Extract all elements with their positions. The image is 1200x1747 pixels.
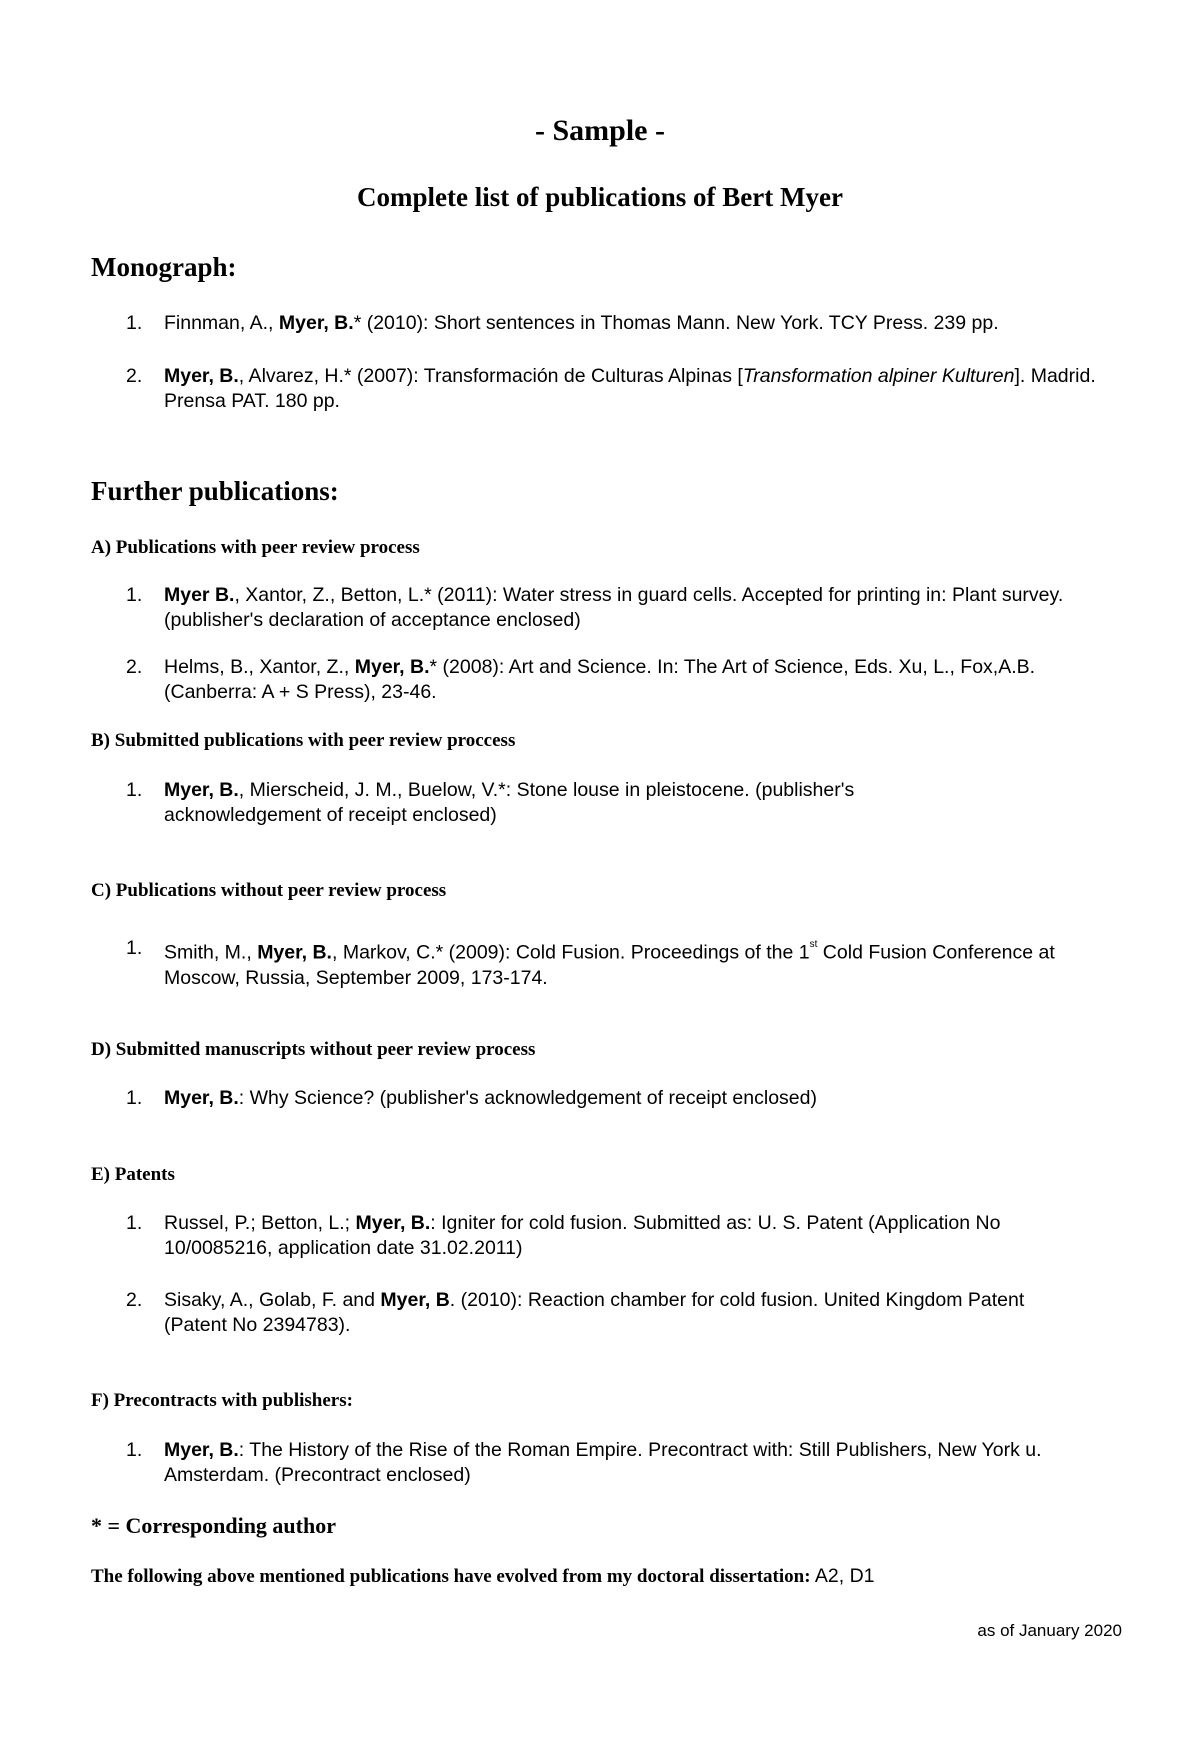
item-text: . (2010): Reaction chamber for cold fusion. United Kingdom Patent (Patent No 2394783). — [164, 1289, 1025, 1336]
item-text: , Alvarez, H.* (2007): Transformación de Culturas Alpinas [ — [238, 365, 743, 387]
list-item — [126, 778, 1126, 828]
author-bold: Myer, B — [380, 1289, 450, 1311]
item-number: 1. — [126, 584, 143, 606]
item-text: Sisaky, A., Golab, F. and — [164, 1289, 381, 1311]
list-item — [126, 1438, 1126, 1488]
item-text: * (2008): Art and Science. In: The Art of Science, Eds. Xu, L., Fox,A.B. (Canberra: A + S Press), 23-46. — [164, 656, 1036, 703]
author-bold: Myer, B. — [164, 365, 239, 387]
list-item — [126, 1211, 1126, 1261]
sample-title: - Sample - — [535, 114, 665, 147]
list-item — [126, 583, 1126, 633]
item-number: 1. — [126, 779, 143, 801]
dissertation-value: A2, D1 — [810, 1565, 875, 1587]
section-f-heading: F) Precontracts with publishers: — [91, 1390, 353, 1411]
superscript: st — [809, 939, 818, 950]
list-item — [126, 1086, 1126, 1111]
author-bold: Myer, B. — [355, 1212, 431, 1234]
date-note: as of January 2020 — [977, 1621, 1122, 1640]
author-bold: Myer, B. — [164, 779, 239, 801]
item-text: Russel, P.; Betton, L.; — [164, 1212, 356, 1234]
item-number: 2. — [126, 656, 143, 678]
author-bold: Myer, B. — [354, 656, 430, 678]
item-number: 2. — [126, 365, 143, 387]
item-text: Smith, M., — [164, 941, 258, 964]
dissertation-label: The following above mentioned publications have evolved from my doctoral dissertation: — [91, 1566, 811, 1587]
section-c-heading: C) Publications without peer review process — [91, 880, 447, 901]
item-text: , Mierscheid, J. M., Buelow, V.*: Stone louse in pleistocene. (publisher's acknowledgement of receipt enclosed) — [164, 779, 855, 826]
section-b-heading: B) Submitted publications with peer review proccess — [91, 730, 516, 751]
item-number: 1. — [126, 937, 143, 959]
dissertation-note — [91, 1565, 875, 1588]
author-bold: Myer, B. — [278, 312, 354, 334]
item-text: Helms, B., Xantor, Z., — [164, 656, 355, 678]
further-publications-heading: Further publications: — [91, 476, 339, 506]
author-bold: Myer B. — [164, 584, 235, 606]
item-number: 1. — [126, 1212, 143, 1234]
author-bold: Myer, B. — [164, 1439, 239, 1461]
item-italic: Transformation alpiner Kulturen — [742, 365, 1015, 387]
list-item — [126, 1288, 1126, 1338]
section-d-heading: D) Submitted manuscripts without peer review process — [91, 1039, 536, 1060]
item-text: : The History of the Rise of the Roman Empire. Precontract with: Still Publishers, New York u. Amsterdam. (Precontract enclosed) — [164, 1439, 1042, 1486]
item-text: , Markov, C.* (2009): Cold Fusion. Proceedings of the 1 — [331, 941, 810, 964]
corresponding-author-note: * = Corresponding author — [91, 1513, 336, 1538]
item-text: ]. Madrid. Prensa PAT. 180 pp. — [164, 365, 1096, 412]
list-item — [126, 655, 1126, 705]
list-item — [126, 364, 1126, 414]
item-number: 1. — [126, 312, 143, 334]
item-text: : Igniter for cold fusion. Submitted as: U. S. Patent (Application No 10/0085216, application date 31.02.2011) — [164, 1212, 1001, 1259]
author-bold: Myer, B. — [257, 941, 332, 964]
document-title: Complete list of publications of Bert Myer — [357, 182, 843, 212]
list-item — [126, 311, 1126, 336]
author-bold: Myer, B. — [164, 1087, 239, 1109]
item-number: 2. — [126, 1289, 143, 1311]
list-item — [126, 936, 1126, 991]
item-text: Finnman, A., — [164, 312, 279, 334]
item-text: : Why Science? (publisher's acknowledgement of receipt enclosed) — [238, 1087, 817, 1109]
item-number: 1. — [126, 1087, 143, 1109]
monograph-heading: Monograph: — [91, 252, 237, 282]
section-e-heading: E) Patents — [91, 1164, 175, 1185]
item-text: Cold Fusion Conference at Moscow, Russia, September 2009, 173-174. — [164, 941, 1055, 989]
section-a-heading: A) Publications with peer review process — [91, 537, 420, 558]
item-text: , Xantor, Z., Betton, L.* (2011): Water stress in guard cells. Accepted for printing in: Plant survey. (publisher's declaration of acceptance enclosed) — [164, 584, 1064, 631]
item-text: * (2010): Short sentences in Thomas Mann. New York. TCY Press. 239 pp. — [353, 312, 999, 334]
item-number: 1. — [126, 1439, 143, 1461]
